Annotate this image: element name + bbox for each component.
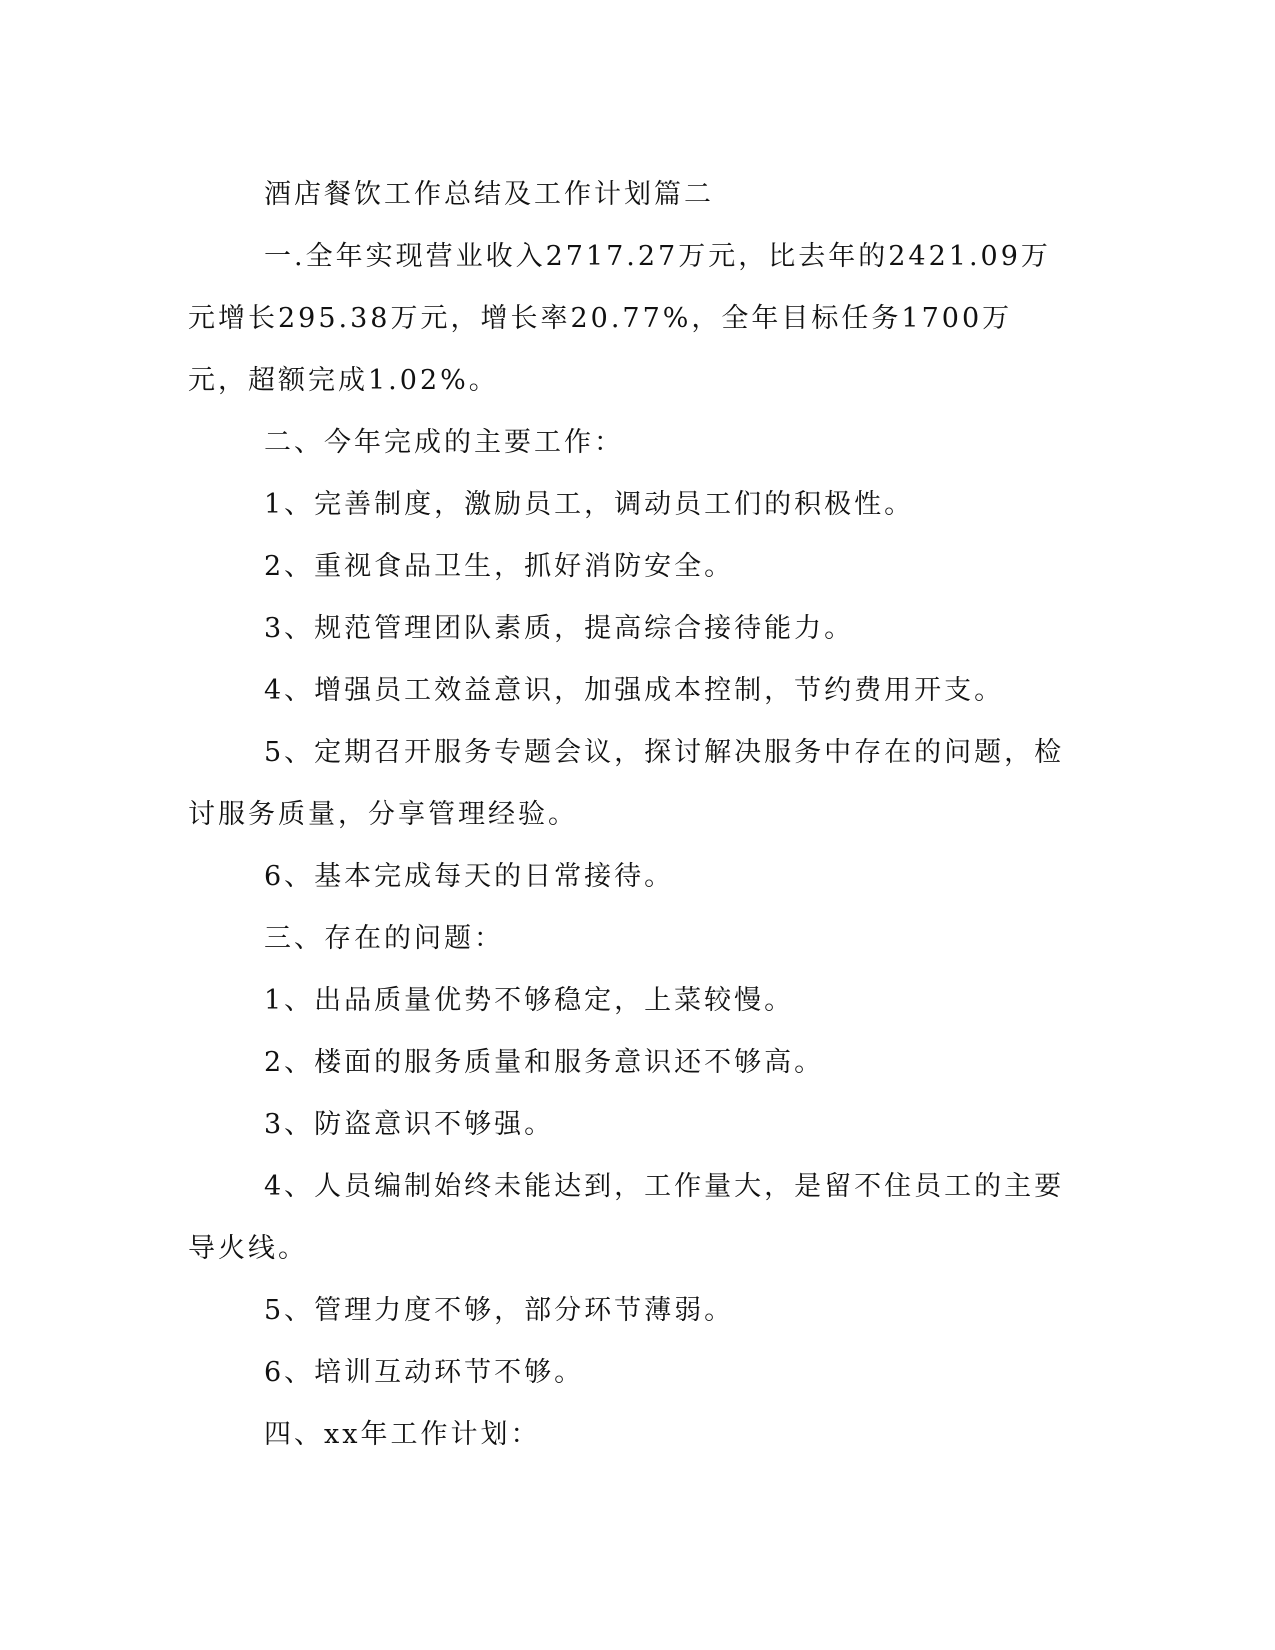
list-item: 1、完善制度，激励员工，调动员工们的积极性。 [264, 489, 915, 520]
list-item: 6、基本完成每天的日常接待。 [264, 861, 675, 892]
list-item: 5、管理力度不够，部分环节薄弱。 [264, 1295, 735, 1326]
section-heading-main-work: 二、今年完成的主要工作： [264, 427, 624, 458]
document-title: 酒店餐饮工作总结及工作计划篇二 [264, 179, 714, 210]
section-heading-plan: 四、xx年工作计划： [264, 1419, 541, 1450]
list-item: 3、防盗意识不够强。 [264, 1109, 555, 1140]
list-item: 6、培训互动环节不够。 [264, 1357, 585, 1388]
list-item: 3、规范管理团队素质，提高综合接待能力。 [264, 613, 855, 644]
list-item: 5、定期召开服务专题会议，探讨解决服务中存在的问题，检讨服务质量，分享管理经验。 [188, 737, 1065, 830]
section-heading-problems: 三、存在的问题： [264, 923, 504, 954]
list-item: 2、楼面的服务质量和服务意识还不够高。 [264, 1047, 825, 1078]
list-item: 1、出品质量优势不够稳定，上菜较慢。 [264, 985, 795, 1016]
list-item: 4、增强员工效益意识，加强成本控制，节约费用开支。 [264, 675, 1005, 706]
document-body [188, 164, 1068, 1466]
list-item: 4、人员编制始终未能达到，工作量大，是留不住员工的主要导火线。 [188, 1171, 1065, 1264]
list-item: 2、重视食品卫生，抓好消防安全。 [264, 551, 735, 582]
paragraph-revenue: 一.全年实现营业收入2717.27万元，比去年的2421.09万元增长295.38万元，增长率20.77%，全年目标任务1700万元，超额完成1.02%。 [188, 241, 1051, 396]
